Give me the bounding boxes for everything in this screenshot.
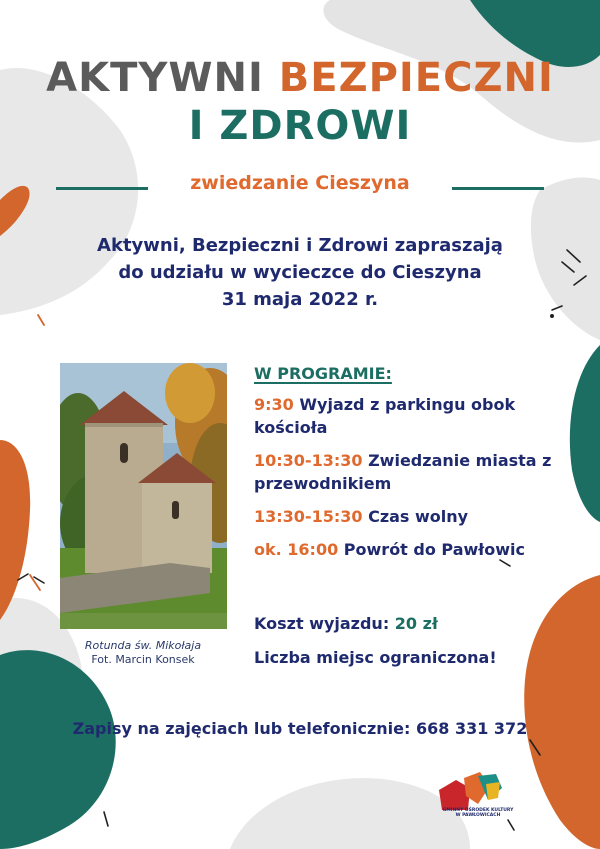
dot-accent [550, 314, 554, 318]
teal-blob-bottom-left [0, 650, 116, 849]
subtitle: zwiedzanie Cieszyna [190, 172, 410, 194]
gok-logo-text-line-2: W PAWŁOWICACH [455, 813, 501, 818]
program-text: Zwiedzanie miasta z przewodnikiem [254, 451, 552, 493]
program-text: Powrót do Pawłowic [343, 540, 525, 559]
cost-line [254, 612, 584, 635]
program-item [254, 393, 584, 439]
intro-line-2: do udziału w wycieczce do Cieszyna [118, 262, 482, 283]
program-time: 13:30-15:30 [254, 507, 363, 526]
gok-logo [434, 770, 524, 830]
photo-credit: Fot. Marcin Konsek [91, 653, 195, 666]
program-time: 9:30 [254, 395, 294, 414]
title-word-aktywni: AKTYWNI [46, 55, 264, 101]
program-time: ok. 16:00 [254, 540, 339, 559]
intro-line-3: 31 maja 2022 r. [221, 289, 379, 310]
signup-info: Zapisy na zajęciach lub telefonicznie: 668 331 372 [72, 719, 528, 738]
rotunda-illustration [60, 363, 227, 629]
orange-blob-left [0, 440, 30, 620]
cost-label: Koszt wyjazdu: [254, 614, 390, 633]
program-item [254, 538, 584, 561]
program-item [254, 449, 584, 495]
photo-caption: Rotunda św. Mikołaja [84, 639, 202, 652]
program-time: 10:30-13:30 [254, 451, 363, 470]
program-text: Wyjazd z parkingu obok kościoła [254, 395, 516, 437]
intro-text [0, 232, 600, 313]
program-text: Czas wolny [368, 507, 469, 526]
limited-places: Liczba miejsc ograniczona! [254, 648, 497, 667]
title-word-bezpieczni: BEZPIECZNI [278, 55, 554, 101]
gok-logo-text-line-1: GMINNY OŚRODEK KULTURY [442, 808, 514, 813]
orange-dash-accents [30, 315, 44, 590]
intro-line-1: Aktywni, Bezpieczni i Zdrowi zapraszają [97, 235, 503, 256]
program-item [254, 505, 584, 528]
title-line-1 [0, 55, 600, 101]
program-heading: W PROGRAMIE: [254, 364, 392, 383]
title-line-2: I ZDROWI [188, 103, 412, 149]
gok-logo-text [420, 808, 536, 818]
gok-logo-mark [434, 770, 524, 830]
program-section [254, 362, 584, 561]
rotunda-photo [60, 363, 227, 629]
cost-value: 20 zł [394, 614, 438, 633]
